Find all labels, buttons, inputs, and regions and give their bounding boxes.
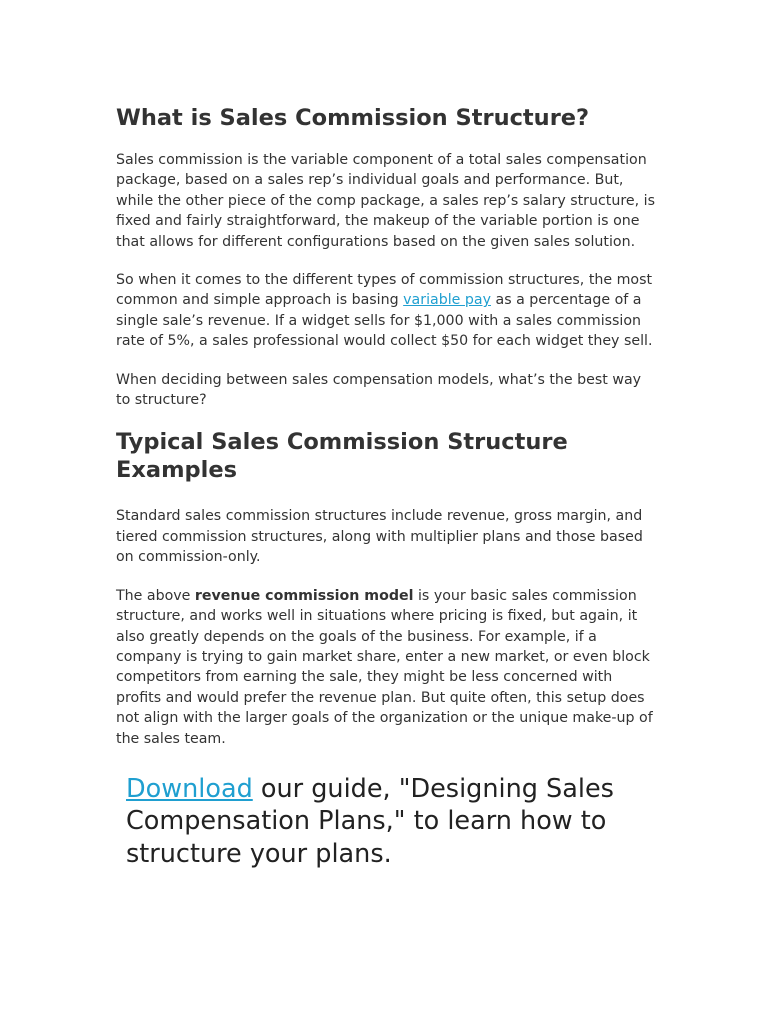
paragraph-text: So when it comes to the different types of commission structures, the most common and simple approach is basing <box>116 272 653 309</box>
download-cta <box>116 773 658 871</box>
variable-pay-link[interactable]: variable pay <box>403 292 491 309</box>
revenue-model-paragraph <box>116 586 658 749</box>
revenue-model-term: revenue commission model <box>194 587 414 604</box>
cta-text: our guide, "Designing Sales Compensation Plans," to learn how to structure your plans. <box>126 773 614 869</box>
intro-paragraph: Sales commission is the variable component of a total sales compensation package, based on a sales rep’s individual goals and performance. But, while the other piece of the comp package, a sales rep’s salary structure, is fixed and fairly straightforward, the makeup of the variable portion is one that allows for different configurations based on the given sales solution. <box>116 152 655 250</box>
paragraph-text: The above <box>116 587 195 604</box>
commission-approach-paragraph <box>116 270 658 352</box>
paragraph-text: as a percentage of a single sale’s revenue. If a widget sells for $1,000 with a sales commission rate of 5%, a sales professional would collect $50 for each widget they sell. <box>116 292 653 350</box>
article-title: What is Sales Commission Structure? <box>116 105 590 131</box>
question-paragraph: When deciding between sales compensation models, what’s the best way to structure? <box>116 371 642 409</box>
paragraph-text: is your basic sales commission structure, and works well in situations where pricing is fixed, but again, it also greatly depends on the goals of the business. For example, if a company is trying to gain market share, enter a new market, or even block competitors from earning the sale, they might be less concerned with profits and would prefer the revenue plan. But quite often, this setup does not align with the larger goals of the organization or the unique make-up of the sales team. <box>116 587 653 747</box>
download-link[interactable]: Download <box>126 773 253 804</box>
standard-structures-paragraph: Standard sales commission structures include revenue, gross margin, and tiered commission structures, along with multiplier plans and those based on commission-only. <box>116 508 643 566</box>
section-heading: Typical Sales Commission Structure Examples <box>116 429 568 484</box>
